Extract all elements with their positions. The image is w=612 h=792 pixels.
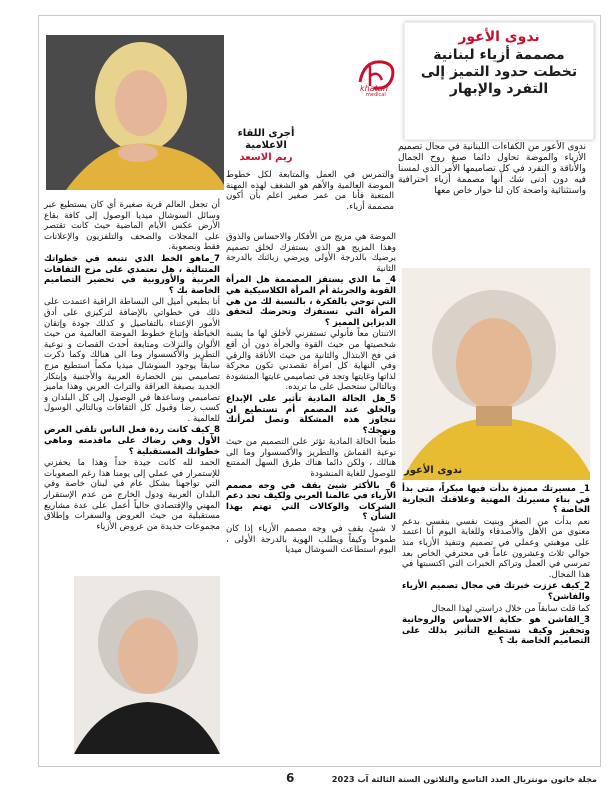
logo-sub: medical — [366, 92, 386, 98]
question-6: 6_ بالأكثر شيئ يقف في وجه مصمم الأزياء في عالمنا العربي ولكيف تجد دعم الشركات والوكالات التي تهتم بهذا الشأن ؟ — [226, 480, 396, 523]
interviewer-caption — [220, 128, 312, 164]
title-box — [404, 22, 594, 140]
question-8: 8_كيف كانت ردة فعل الناس تلقي العرض الأول وهي رضاك على ماقدمته وماهي خطواتك المستقبلية ؟ — [44, 425, 220, 457]
answer-5: طبعاً الحالة المادية تؤثر على التصميم من حيث نوعية القماش والتطريز والأكسسوار وما الى هنالك ، ولكن دائما هناك طرق السهل الممتنع للوصول للغاية المنشودة — [226, 437, 396, 480]
left-column — [44, 200, 220, 533]
interviewer-name: ريم الاسعد — [239, 152, 293, 163]
answer-1: نعم بدأت من الصغر وبنيت نفسي بنفسي بدعم معنوي من الأهل والأصدقاء وللغاية اليوم أنا اعتمد على موهبتي وعملي في تصميم وتنفيذ الأزياء منذ حوالي ثلاث وعشرون عاماً في محترفي الخاص بعد تمرسي في العمل وتراكم الخبرات التي اكتسبتها في هذا المجال. — [402, 516, 590, 580]
question-2: 2_كيف عززت خبرتك في مجال تصميم الأزياء والفاشن؟ — [402, 581, 590, 602]
page-number: 6 — [286, 771, 295, 785]
answer-7: أنا بطبعي أميل الى البساطة الراقية اعتمدت على ذلك في خطواتي بالإضافة لتركيزي على أدق الأمور الإعتناء بالتفاصيل و كذلك جودة وإتقان الخياطة وإتباع خطوط الموضة العالمية من حيث الألوان والنزلات ومتابعة أحدث القصات و نوعية التطريز والأكسسوار وما الى هنالك وكما ذكرت سابقاً يوجود السوشال ميديا مكماً استطيع مزج تصاميمي بين الحضارة العربية والأجنبية وإبتكار الجديد بصبغة العراقة والتراث العربي وهذا ماميز تصاميمي وساعدها في الوصول إلى كل البلدان و كسب رضا وقبول كل الثقافات وبالتالي الوسول للعالمية . — [44, 297, 220, 424]
title-kicker: ندوى الأعور — [458, 29, 540, 45]
intro-paragraph: ندوى الأعور من الكفاءات اللبنانية في مجال تصميم الأزياء والموضة تحاول دائما صبغ روح الجمال والأناقة و التفرد في كل تصاميمها الأمر الذي لمسنا فيه دون أدنى شك أنها مصممة أزياء احترافية واستثنائية واضحة كان لنا حوار خاص معها — [398, 142, 586, 196]
magazine-logo — [352, 52, 402, 100]
interviewer-photo — [46, 35, 224, 190]
designer-caption: ندوى الأعور — [404, 465, 463, 476]
answer-4: الاتنتان معاً فأنولي تستفزني لأخلق لها ما يشبه شخصيتها من حيث القوة والجرأة دون أن أقع في فخ الابتذال والثانية من حيث الأناقة والرقي وفي النهاية كل امرأة تقصدني تكون محركة لذاتها وغايتها وتجد في تصاميمي غايتها المنشودة وبالتالي ستحصل على ما تريده. — [226, 329, 396, 393]
middle-top-paragraph: والتمرس في العمل والمتابعة لكل خطوط الموضة العالمية والأهم هو الشغف لهذه المهنة المتعبة فأنا من عمر صغير اعلم بأن أكون مصممة أزياء. — [226, 170, 394, 212]
answer-3: الموضة هي مزيج من الأفكار والاحساس والذوق وهذا المزيج هو الذي يستفزك لخلق تصميم يرضيك بالدرجة الأولى ويرضي زبائنك بالدرجة الثانية — [226, 232, 396, 274]
right-bottom-column — [402, 484, 590, 648]
designer-photo — [402, 268, 590, 480]
question-4: 4_ ما الذي يستفز المصممة هل المرأة القوية والجريئة أم المرأة الكلاسيكية هي التي توحي بالفكرة ، بالنسبة لك من هي المرأة التي تستفزك وتحرضك لتحقق الديزاين المميز ؟ — [226, 275, 396, 328]
middle-column — [226, 232, 396, 557]
answer-6-cont: أن تجعل العالم قرية صغيرة أي كان يستطيع عبر وسائل السوشال ميديا الوصول إلى كافة بقاع الأرض عكس الأيام الماضية حيث كانت تقتصر على المجلات والصحف والتلفزيون والإعلانات فقط وبصعوبة. — [44, 200, 220, 253]
page-footer — [38, 770, 601, 792]
designer-photo-2 — [74, 576, 220, 754]
question-1: 1_ مسيرتك مميزة بدأت فيها مبكراً، متى بدأ في بناء مسيرتك المهنية وعلاقتك التجارية الخاصة ؟ — [402, 484, 590, 516]
logo-word: khatun — [360, 84, 388, 93]
question-5: 5_هل الحالة المادية تأثير على الإبداع والخلق عند المصمم أم تستطيع ان تتجاوز هذه المشكلة وتصل لمرأتك ونهجك؟ — [226, 393, 396, 436]
interviewer-label: أجرى اللقاء الاعلامية — [237, 128, 295, 151]
question-3: 3_الفاشن هو حكاية الاحساس والروحانية وتحفيز وكيف تستطيع التأثير بذلك على التصاميم الخاصة بك ؟ — [402, 615, 590, 647]
answer-8: الحمد لله كانت جيدة جداً وهذا ما يحفزني للإستمرار في عملي إلى يومنا هذا رغم الصعوبات التي تواجهنا بشكل عام في لبنان خاصة وفي البلدان العربية ودول الخارج من عدم الإستقرار المهني والإقتصادي حالياً أعمل على عدة مشاريع مستقبلية من حيث العروض والسفرات وإطلاق مجموعات جديدة من عروض الأزياء — [44, 458, 220, 532]
answer-6: لا شيئ يقف في وجه مصمم الأزياء إذا كان طموحاً وكيفاً ويطلب الهوية بالدرجة الأولى ، اليوم استطاعت السوشال ميديا — [226, 524, 396, 556]
question-7: 7_ماهو الخط الذي تتبعه في خطواتك المتتالية ، هل تعتمدي على مزج الثقافات العربية والأوروبية في تحضير التصاميم الخاصة بك ؟ — [44, 253, 220, 296]
answer-2: كما قلت سابقاً من خلال دراستي لهذا المجال — [431, 603, 590, 614]
headline: مصممة أزياء لبنانية تخطت حدود التميز إلى التفرد والإبهار — [420, 47, 578, 97]
footer-text: مجلة خاتون مونتريال العدد التاسع والثلاثون السنة الثالثة آب 2023 — [331, 774, 597, 784]
